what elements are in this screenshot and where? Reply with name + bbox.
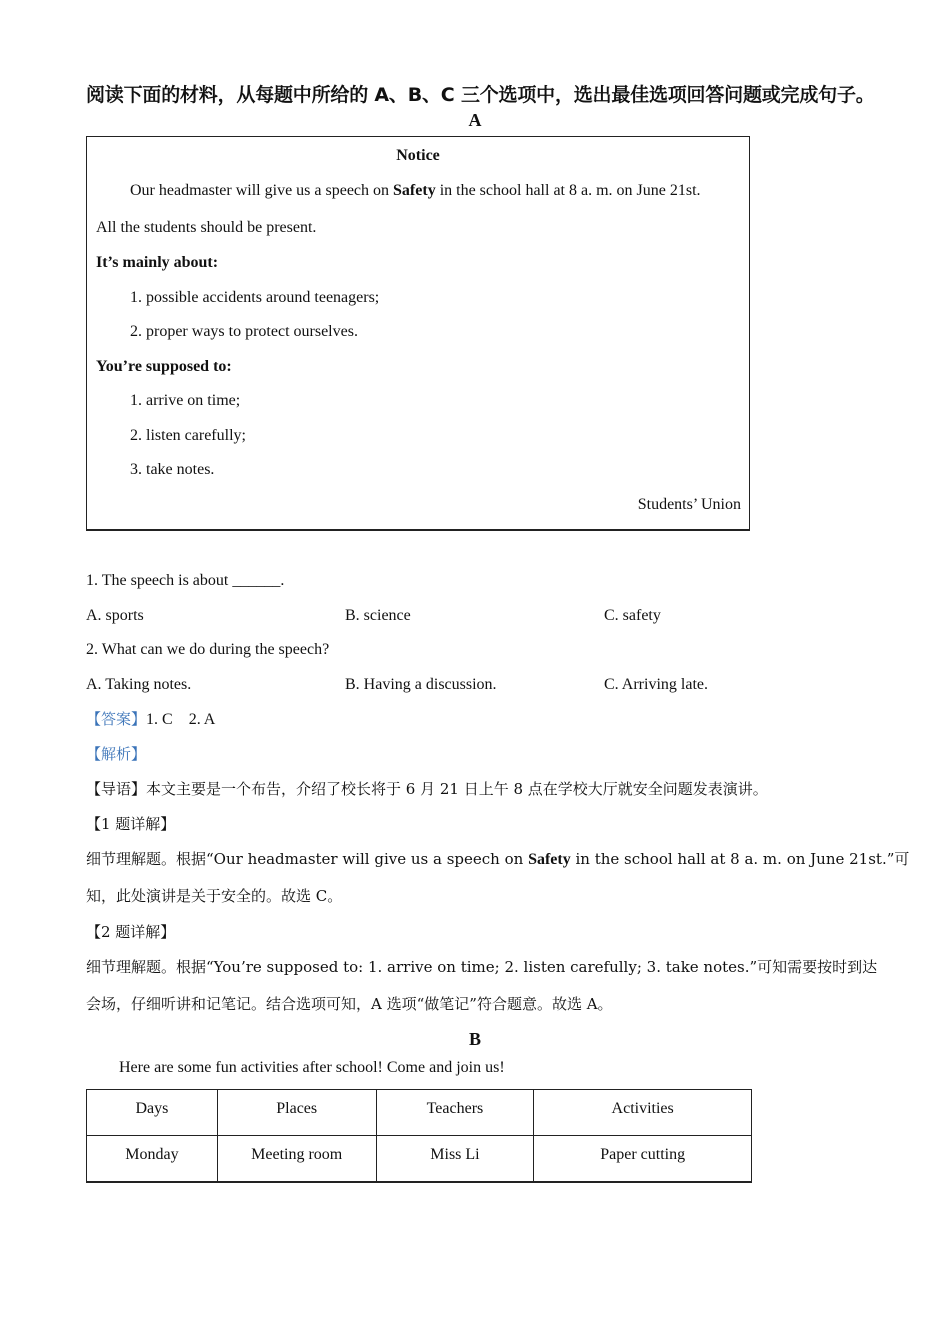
answer-label: 【答案】: [86, 710, 147, 728]
table-header-cell: Places: [217, 1090, 376, 1136]
question-2-stem: 2. What can we do during the speech?: [86, 641, 330, 658]
notice-paragraph: Our headmaster will give us a speech on Safety in the school hall at 8 a. m. on June 21st.: [130, 182, 701, 199]
table-header-cell: Days: [87, 1090, 218, 1136]
supposed-item: 3. take notes.: [130, 461, 215, 478]
answer-line: [86, 709, 215, 730]
activities-table: [86, 1089, 752, 1183]
table-cell: Paper cutting: [534, 1136, 752, 1182]
section-b-heading: B: [468, 1029, 481, 1049]
table-row: [87, 1136, 752, 1182]
q1-detail-line1: 细节理解题。根据“Our headmaster will give us a speech on Safety in the school hall at 8 a. m. on June 21st.”可: [86, 850, 910, 868]
question-1-option-c: C. safety: [604, 607, 661, 624]
table-cell: Meeting room: [217, 1136, 376, 1182]
notice-paragraph-line2: All the students should be present.: [96, 219, 317, 236]
table-header-cell: Activities: [534, 1090, 752, 1136]
section-a-heading: A: [468, 110, 482, 130]
supposed-heading: You’re supposed to:: [96, 358, 232, 375]
question-2-option-c: C. Arriving late.: [604, 676, 708, 693]
section-b-intro: Here are some fun activities after school! Come and join us!: [119, 1059, 505, 1076]
about-heading: It’s mainly about:: [96, 254, 219, 271]
table-cell: Monday: [87, 1136, 218, 1182]
table-cell: Miss Li: [376, 1136, 534, 1182]
q2-detail-line1: 细节理解题。根据“You’re supposed to: 1. arrive on time; 2. listen carefully; 3. take notes.”可知需要按时到达: [86, 958, 878, 976]
question-2-option-a: A. Taking notes.: [86, 676, 192, 693]
analysis-label: 【解析】: [86, 745, 147, 763]
question-1-option-a: A. sports: [86, 607, 144, 624]
about-item: 2. proper ways to protect ourselves.: [130, 323, 358, 340]
table-header-cell: Teachers: [376, 1090, 534, 1136]
answer-text: 1. C 2. A: [146, 711, 216, 728]
q2-detail-label: 【2 题详解】: [86, 923, 176, 941]
notice-title: Notice: [396, 147, 440, 164]
q1-detail-line2: 知，此处演讲是关于安全的。故选 C。: [86, 887, 343, 905]
about-item: 1. possible accidents around teenagers;: [130, 289, 380, 306]
question-1-option-b: B. science: [345, 607, 411, 624]
supposed-item: 1. arrive on time;: [130, 392, 241, 409]
supposed-item: 2. listen carefully;: [130, 427, 246, 444]
instruction: 阅读下面的材料，从每题中所给的 A、B、C 三个选项中，选出最佳选项回答问题或完成句子。: [86, 84, 875, 106]
q1-safety-bold: Safety: [528, 851, 571, 868]
table-header-row: [87, 1090, 752, 1136]
q2-detail-line2: 会场，仔细听讲和记笔记。结合选项可知，A 选项“做笔记”符合题意。故选 A。: [86, 995, 613, 1013]
question-2-option-b: B. Having a discussion.: [345, 676, 497, 693]
guide-text: 【导语】本文主要是一个布告，介绍了校长将于 6 月 21 日上午 8 点在学校大厅就安全问题发表演讲。: [86, 780, 768, 798]
question-1-stem: 1. The speech is about ______.: [86, 572, 285, 589]
notice-safety-bold: Safety: [393, 182, 436, 199]
q1-detail-label: 【1 题详解】: [86, 815, 176, 833]
notice-signature: Students’ Union: [637, 496, 741, 513]
